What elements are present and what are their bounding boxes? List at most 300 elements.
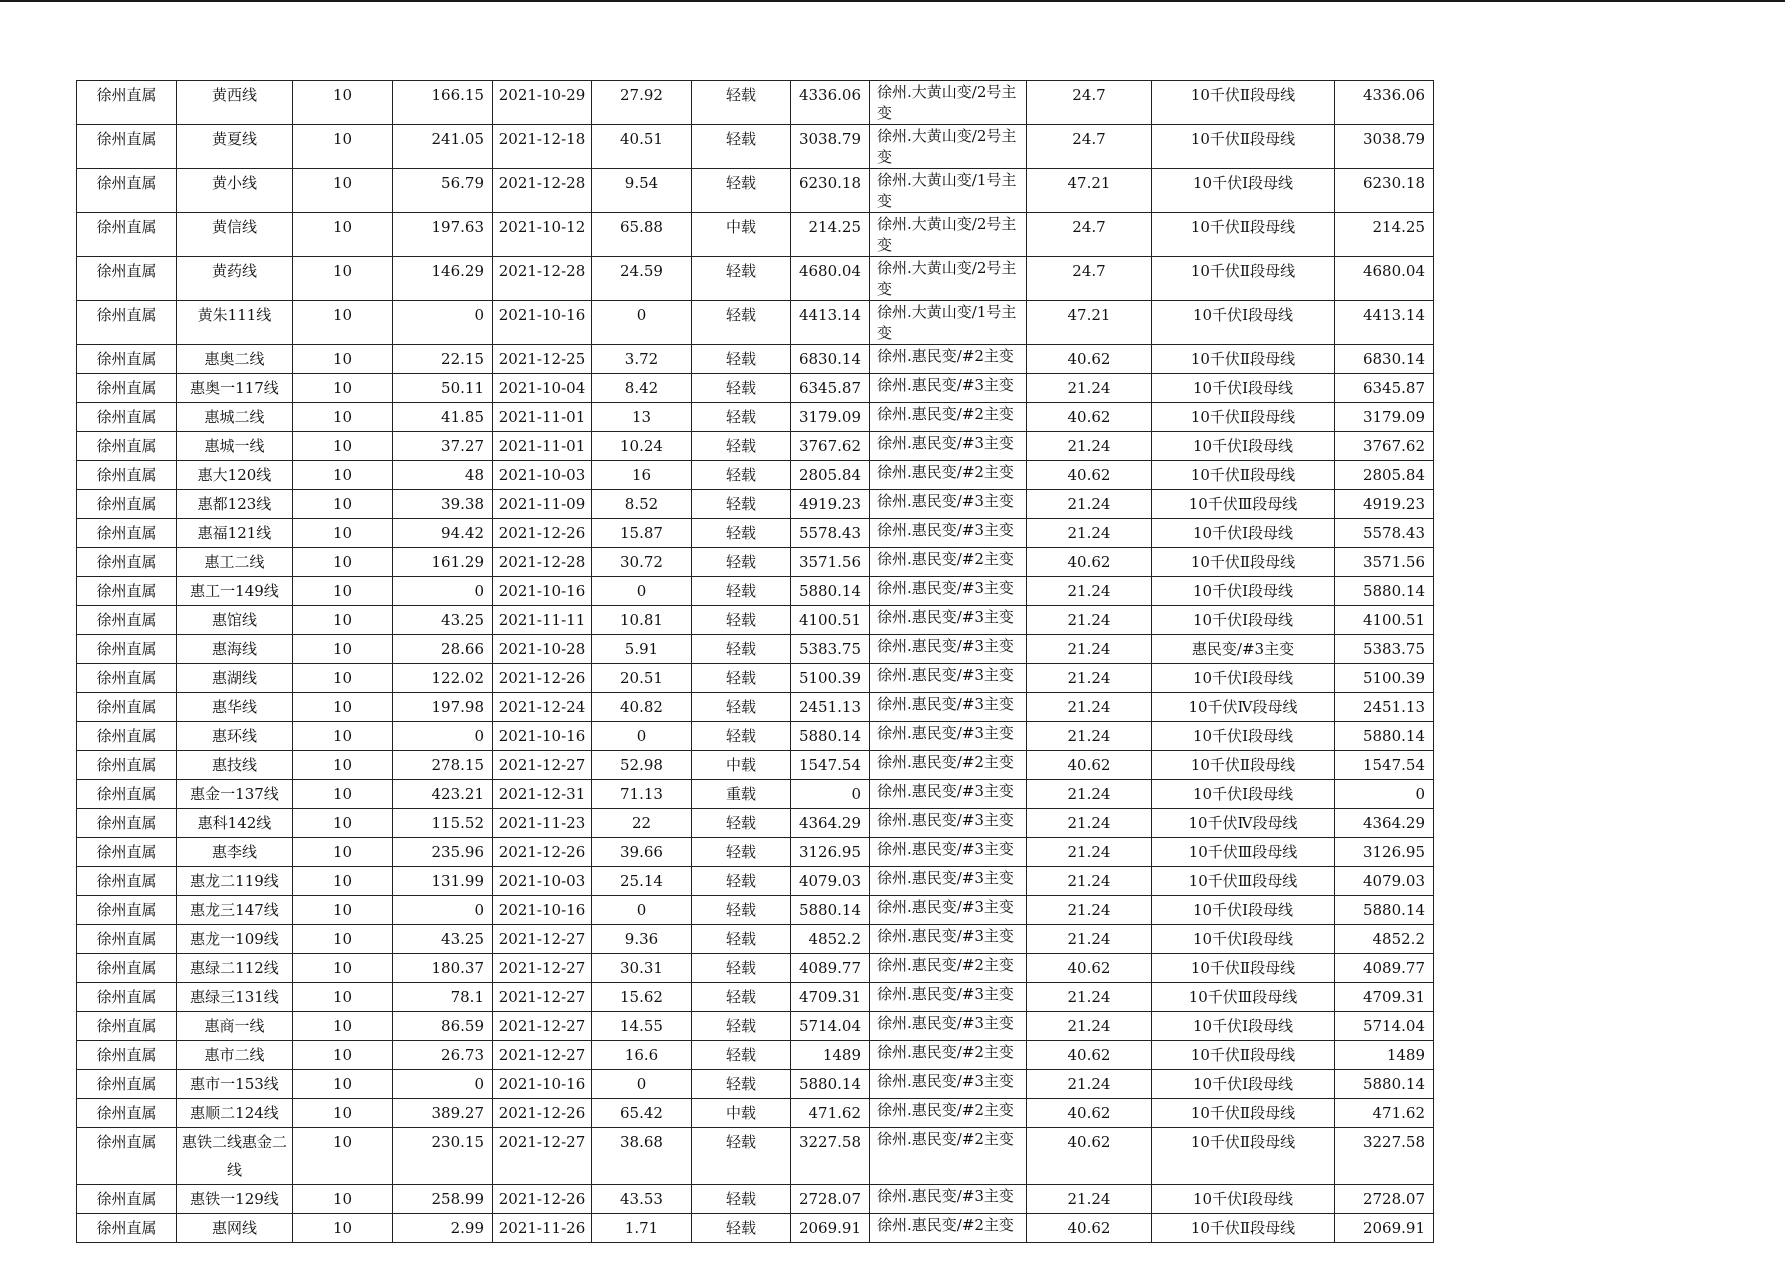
cell-transformer: 徐州.惠民变/#3主变: [870, 722, 1027, 751]
cell-status: 轻载: [692, 577, 791, 606]
table-row: [77, 1214, 1434, 1243]
cell-max_load: 43.25: [393, 606, 493, 635]
cell-tx_rate: 24.7: [1027, 213, 1152, 257]
cell-date: 2021-10-16: [493, 722, 592, 751]
cell-status: 轻载: [692, 461, 791, 490]
table-row: [77, 125, 1434, 169]
cell-tx_rate: 21.24: [1027, 809, 1152, 838]
cell-date: 2021-10-03: [493, 867, 592, 896]
cell-rate: 39.66: [592, 838, 692, 867]
cell-available: 5880.14: [791, 722, 870, 751]
cell-available: 5880.14: [791, 1070, 870, 1099]
cell-available2: 5714.04: [1335, 1012, 1434, 1041]
cell-available2: 3126.95: [1335, 838, 1434, 867]
cell-available2: 5383.75: [1335, 635, 1434, 664]
cell-transformer: 徐州.惠民变/#2主变: [870, 345, 1027, 374]
cell-company: 徐州直属: [77, 838, 177, 867]
cell-voltage: 10: [293, 490, 393, 519]
cell-transformer: 徐州.惠民变/#2主变: [870, 1099, 1027, 1128]
cell-line: 惠绿三131线: [177, 983, 293, 1012]
cell-status: 中载: [692, 213, 791, 257]
cell-bus: 10千伏Ⅱ段母线: [1152, 954, 1335, 983]
cell-max_load: 0: [393, 722, 493, 751]
cell-max_load: 78.1: [393, 983, 493, 1012]
cell-available2: 4100.51: [1335, 606, 1434, 635]
cell-available2: 4364.29: [1335, 809, 1434, 838]
cell-rate: 0: [592, 1070, 692, 1099]
cell-available: 3767.62: [791, 432, 870, 461]
table-row: [77, 780, 1434, 809]
cell-voltage: 10: [293, 461, 393, 490]
cell-tx_rate: 40.62: [1027, 548, 1152, 577]
cell-available2: 4919.23: [1335, 490, 1434, 519]
cell-line: 黄朱111线: [177, 301, 293, 345]
cell-max_load: 43.25: [393, 925, 493, 954]
cell-rate: 20.51: [592, 664, 692, 693]
cell-max_load: 86.59: [393, 1012, 493, 1041]
cell-tx_rate: 24.7: [1027, 125, 1152, 169]
cell-rate: 52.98: [592, 751, 692, 780]
cell-status: 轻载: [692, 664, 791, 693]
cell-tx_rate: 47.21: [1027, 169, 1152, 213]
cell-rate: 24.59: [592, 257, 692, 301]
cell-max_load: 423.21: [393, 780, 493, 809]
cell-max_load: 0: [393, 896, 493, 925]
cell-date: 2021-12-28: [493, 257, 592, 301]
cell-available2: 4079.03: [1335, 867, 1434, 896]
table-row: [77, 1128, 1434, 1185]
table-row: [77, 81, 1434, 125]
cell-line: 惠铁二线惠金二线: [177, 1128, 293, 1185]
cell-available: 1489: [791, 1041, 870, 1070]
cell-available: 4336.06: [791, 81, 870, 125]
cell-available: 5880.14: [791, 896, 870, 925]
cell-tx_rate: 47.21: [1027, 301, 1152, 345]
cell-max_load: 41.85: [393, 403, 493, 432]
cell-available: 2069.91: [791, 1214, 870, 1243]
cell-date: 2021-12-27: [493, 1012, 592, 1041]
cell-line: 惠龙三147线: [177, 896, 293, 925]
cell-tx_rate: 21.24: [1027, 1012, 1152, 1041]
cell-bus: 惠民变/#3主变: [1152, 635, 1335, 664]
cell-company: 徐州直属: [77, 983, 177, 1012]
cell-transformer: 徐州.大黄山变/1号主变: [870, 301, 1027, 345]
cell-bus: 10千伏Ⅱ段母线: [1152, 257, 1335, 301]
cell-date: 2021-12-26: [493, 519, 592, 548]
cell-company: 徐州直属: [77, 432, 177, 461]
cell-line: 惠城二线: [177, 403, 293, 432]
cell-status: 轻载: [692, 1070, 791, 1099]
cell-max_load: 0: [393, 301, 493, 345]
table-row: [77, 548, 1434, 577]
cell-status: 轻载: [692, 983, 791, 1012]
cell-company: 徐州直属: [77, 635, 177, 664]
cell-available2: 1489: [1335, 1041, 1434, 1070]
table-row: [77, 838, 1434, 867]
cell-company: 徐州直属: [77, 169, 177, 213]
table-row: [77, 169, 1434, 213]
table-row: [77, 1185, 1434, 1214]
cell-voltage: 10: [293, 257, 393, 301]
cell-line: 惠绿二112线: [177, 954, 293, 983]
cell-company: 徐州直属: [77, 1012, 177, 1041]
cell-date: 2021-12-25: [493, 345, 592, 374]
cell-company: 徐州直属: [77, 954, 177, 983]
cell-bus: 10千伏Ⅱ段母线: [1152, 403, 1335, 432]
cell-line: 惠商一线: [177, 1012, 293, 1041]
cell-available: 4089.77: [791, 954, 870, 983]
cell-voltage: 10: [293, 983, 393, 1012]
cell-voltage: 10: [293, 896, 393, 925]
cell-status: 轻载: [692, 432, 791, 461]
cell-transformer: 徐州.惠民变/#2主变: [870, 1128, 1027, 1185]
cell-tx_rate: 21.24: [1027, 983, 1152, 1012]
table-row: [77, 374, 1434, 403]
cell-max_load: 39.38: [393, 490, 493, 519]
cell-transformer: 徐州.惠民变/#3主变: [870, 635, 1027, 664]
cell-max_load: 235.96: [393, 838, 493, 867]
cell-bus: 10千伏Ⅱ段母线: [1152, 213, 1335, 257]
cell-tx_rate: 40.62: [1027, 345, 1152, 374]
cell-date: 2021-11-01: [493, 432, 592, 461]
cell-voltage: 10: [293, 301, 393, 345]
cell-available: 4364.29: [791, 809, 870, 838]
cell-available: 4413.14: [791, 301, 870, 345]
cell-max_load: 166.15: [393, 81, 493, 125]
cell-status: 重载: [692, 780, 791, 809]
cell-company: 徐州直属: [77, 925, 177, 954]
cell-transformer: 徐州.大黄山变/2号主变: [870, 257, 1027, 301]
cell-available: 5714.04: [791, 1012, 870, 1041]
cell-available: 3227.58: [791, 1128, 870, 1185]
cell-tx_rate: 21.24: [1027, 838, 1152, 867]
cell-status: 中载: [692, 751, 791, 780]
cell-tx_rate: 40.62: [1027, 1041, 1152, 1070]
cell-line: 惠城一线: [177, 432, 293, 461]
cell-transformer: 徐州.惠民变/#3主变: [870, 693, 1027, 722]
cell-transformer: 徐州.惠民变/#2主变: [870, 751, 1027, 780]
cell-available: 6345.87: [791, 374, 870, 403]
cell-max_load: 180.37: [393, 954, 493, 983]
cell-voltage: 10: [293, 213, 393, 257]
cell-rate: 9.54: [592, 169, 692, 213]
cell-rate: 8.52: [592, 490, 692, 519]
cell-transformer: 徐州.惠民变/#2主变: [870, 1214, 1027, 1243]
cell-voltage: 10: [293, 722, 393, 751]
cell-rate: 16: [592, 461, 692, 490]
cell-transformer: 徐州.惠民变/#3主变: [870, 983, 1027, 1012]
cell-bus: 10千伏Ⅰ段母线: [1152, 722, 1335, 751]
cell-status: 轻载: [692, 867, 791, 896]
cell-company: 徐州直属: [77, 490, 177, 519]
cell-tx_rate: 21.24: [1027, 519, 1152, 548]
cell-company: 徐州直属: [77, 780, 177, 809]
cell-line: 惠市一153线: [177, 1070, 293, 1099]
cell-transformer: 徐州.惠民变/#3主变: [870, 490, 1027, 519]
cell-tx_rate: 21.24: [1027, 374, 1152, 403]
cell-voltage: 10: [293, 548, 393, 577]
cell-available: 3571.56: [791, 548, 870, 577]
cell-date: 2021-10-16: [493, 301, 592, 345]
cell-status: 轻载: [692, 490, 791, 519]
cell-company: 徐州直属: [77, 1041, 177, 1070]
cell-status: 轻载: [692, 301, 791, 345]
cell-available: 214.25: [791, 213, 870, 257]
table-row: [77, 519, 1434, 548]
cell-voltage: 10: [293, 925, 393, 954]
cell-voltage: 10: [293, 780, 393, 809]
cell-max_load: 56.79: [393, 169, 493, 213]
cell-available2: 0: [1335, 780, 1434, 809]
table-row: [77, 213, 1434, 257]
cell-voltage: 10: [293, 1128, 393, 1185]
cell-available2: 6345.87: [1335, 374, 1434, 403]
cell-voltage: 10: [293, 1012, 393, 1041]
cell-date: 2021-10-16: [493, 1070, 592, 1099]
cell-company: 徐州直属: [77, 664, 177, 693]
cell-date: 2021-12-31: [493, 780, 592, 809]
cell-voltage: 10: [293, 867, 393, 896]
cell-available: 5383.75: [791, 635, 870, 664]
cell-rate: 10.81: [592, 606, 692, 635]
cell-date: 2021-10-12: [493, 213, 592, 257]
table-row: [77, 925, 1434, 954]
cell-status: 轻载: [692, 257, 791, 301]
cell-available: 5100.39: [791, 664, 870, 693]
cell-company: 徐州直属: [77, 461, 177, 490]
cell-available2: 2451.13: [1335, 693, 1434, 722]
cell-available: 4680.04: [791, 257, 870, 301]
cell-tx_rate: 21.24: [1027, 635, 1152, 664]
cell-voltage: 10: [293, 693, 393, 722]
cell-tx_rate: 24.7: [1027, 81, 1152, 125]
cell-transformer: 徐州.惠民变/#3主变: [870, 432, 1027, 461]
cell-status: 轻载: [692, 722, 791, 751]
cell-company: 徐州直属: [77, 809, 177, 838]
cell-tx_rate: 40.62: [1027, 1099, 1152, 1128]
cell-tx_rate: 21.24: [1027, 490, 1152, 519]
cell-line: 惠海线: [177, 635, 293, 664]
cell-available: 4852.2: [791, 925, 870, 954]
cell-available2: 5880.14: [1335, 1070, 1434, 1099]
cell-company: 徐州直属: [77, 722, 177, 751]
cell-line: 惠华线: [177, 693, 293, 722]
cell-voltage: 10: [293, 519, 393, 548]
cell-available2: 6230.18: [1335, 169, 1434, 213]
cell-tx_rate: 21.24: [1027, 1185, 1152, 1214]
cell-max_load: 389.27: [393, 1099, 493, 1128]
cell-date: 2021-11-23: [493, 809, 592, 838]
table-row: [77, 867, 1434, 896]
cell-available: 6230.18: [791, 169, 870, 213]
cell-max_load: 146.29: [393, 257, 493, 301]
cell-company: 徐州直属: [77, 125, 177, 169]
cell-transformer: 徐州.大黄山变/2号主变: [870, 81, 1027, 125]
cell-date: 2021-12-26: [493, 1185, 592, 1214]
cell-line: 惠都123线: [177, 490, 293, 519]
cell-tx_rate: 40.62: [1027, 751, 1152, 780]
cell-available2: 4680.04: [1335, 257, 1434, 301]
cell-max_load: 0: [393, 577, 493, 606]
cell-max_load: 197.63: [393, 213, 493, 257]
cell-max_load: 48: [393, 461, 493, 490]
cell-status: 轻载: [692, 925, 791, 954]
cell-transformer: 徐州.惠民变/#3主变: [870, 606, 1027, 635]
cell-max_load: 28.66: [393, 635, 493, 664]
cell-status: 轻载: [692, 345, 791, 374]
cell-max_load: 278.15: [393, 751, 493, 780]
cell-status: 轻载: [692, 548, 791, 577]
cell-available: 6830.14: [791, 345, 870, 374]
cell-date: 2021-10-16: [493, 577, 592, 606]
table-row: [77, 693, 1434, 722]
cell-rate: 22: [592, 809, 692, 838]
cell-tx_rate: 40.62: [1027, 403, 1152, 432]
cell-available2: 3179.09: [1335, 403, 1434, 432]
cell-line: 惠网线: [177, 1214, 293, 1243]
cell-max_load: 0: [393, 1070, 493, 1099]
cell-tx_rate: 40.62: [1027, 954, 1152, 983]
cell-company: 徐州直属: [77, 693, 177, 722]
cell-line: 惠工二线: [177, 548, 293, 577]
cell-line: 惠湖线: [177, 664, 293, 693]
cell-status: 轻载: [692, 606, 791, 635]
table-body: [77, 81, 1434, 1243]
cell-available2: 2069.91: [1335, 1214, 1434, 1243]
cell-bus: 10千伏Ⅰ段母线: [1152, 519, 1335, 548]
table-row: [77, 1012, 1434, 1041]
table-row: [77, 896, 1434, 925]
cell-transformer: 徐州.惠民变/#3主变: [870, 1070, 1027, 1099]
cell-company: 徐州直属: [77, 896, 177, 925]
cell-tx_rate: 21.24: [1027, 780, 1152, 809]
cell-voltage: 10: [293, 1041, 393, 1070]
cell-date: 2021-10-04: [493, 374, 592, 403]
cell-available2: 4089.77: [1335, 954, 1434, 983]
cell-voltage: 10: [293, 1070, 393, 1099]
cell-voltage: 10: [293, 751, 393, 780]
cell-available: 1547.54: [791, 751, 870, 780]
cell-available: 2728.07: [791, 1185, 870, 1214]
cell-rate: 25.14: [592, 867, 692, 896]
cell-date: 2021-11-11: [493, 606, 592, 635]
cell-available2: 471.62: [1335, 1099, 1434, 1128]
cell-company: 徐州直属: [77, 1070, 177, 1099]
cell-bus: 10千伏Ⅲ段母线: [1152, 867, 1335, 896]
table-row: [77, 257, 1434, 301]
cell-status: 轻载: [692, 809, 791, 838]
cell-company: 徐州直属: [77, 548, 177, 577]
cell-available2: 5880.14: [1335, 896, 1434, 925]
cell-status: 轻载: [692, 1012, 791, 1041]
cell-voltage: 10: [293, 1185, 393, 1214]
cell-status: 轻载: [692, 1128, 791, 1185]
cell-line: 惠工一149线: [177, 577, 293, 606]
cell-line: 黄西线: [177, 81, 293, 125]
cell-rate: 71.13: [592, 780, 692, 809]
cell-available: 4079.03: [791, 867, 870, 896]
cell-available: 2805.84: [791, 461, 870, 490]
cell-line: 惠奥二线: [177, 345, 293, 374]
cell-available2: 5578.43: [1335, 519, 1434, 548]
cell-bus: 10千伏Ⅳ段母线: [1152, 693, 1335, 722]
cell-voltage: 10: [293, 606, 393, 635]
cell-available2: 4852.2: [1335, 925, 1434, 954]
cell-voltage: 10: [293, 809, 393, 838]
cell-status: 轻载: [692, 954, 791, 983]
table-row: [77, 983, 1434, 1012]
cell-transformer: 徐州.大黄山变/2号主变: [870, 213, 1027, 257]
cell-line: 惠李线: [177, 838, 293, 867]
cell-tx_rate: 21.24: [1027, 1070, 1152, 1099]
cell-max_load: 26.73: [393, 1041, 493, 1070]
cell-voltage: 10: [293, 345, 393, 374]
cell-date: 2021-12-28: [493, 169, 592, 213]
cell-tx_rate: 21.24: [1027, 925, 1152, 954]
cell-bus: 10千伏Ⅱ段母线: [1152, 1128, 1335, 1185]
cell-date: 2021-12-27: [493, 925, 592, 954]
cell-max_load: 122.02: [393, 664, 493, 693]
table-row: [77, 301, 1434, 345]
cell-available2: 2805.84: [1335, 461, 1434, 490]
cell-bus: 10千伏Ⅱ段母线: [1152, 81, 1335, 125]
cell-tx_rate: 21.24: [1027, 432, 1152, 461]
cell-rate: 8.42: [592, 374, 692, 403]
cell-date: 2021-11-09: [493, 490, 592, 519]
cell-status: 轻载: [692, 838, 791, 867]
cell-company: 徐州直属: [77, 213, 177, 257]
cell-rate: 13: [592, 403, 692, 432]
cell-date: 2021-12-26: [493, 664, 592, 693]
cell-date: 2021-10-29: [493, 81, 592, 125]
cell-date: 2021-10-03: [493, 461, 592, 490]
table-row: [77, 809, 1434, 838]
cell-available: 3038.79: [791, 125, 870, 169]
cell-available2: 5880.14: [1335, 577, 1434, 606]
cell-bus: 10千伏Ⅳ段母线: [1152, 809, 1335, 838]
cell-company: 徐州直属: [77, 1128, 177, 1185]
cell-status: 轻载: [692, 374, 791, 403]
cell-bus: 10千伏Ⅱ段母线: [1152, 548, 1335, 577]
cell-available: 5880.14: [791, 577, 870, 606]
cell-bus: 10千伏Ⅰ段母线: [1152, 664, 1335, 693]
cell-line: 惠龙二119线: [177, 867, 293, 896]
cell-company: 徐州直属: [77, 1185, 177, 1214]
cell-bus: 10千伏Ⅰ段母线: [1152, 169, 1335, 213]
cell-rate: 15.62: [592, 983, 692, 1012]
cell-bus: 10千伏Ⅰ段母线: [1152, 374, 1335, 403]
cell-bus: 10千伏Ⅱ段母线: [1152, 125, 1335, 169]
cell-rate: 0: [592, 577, 692, 606]
cell-transformer: 徐州.惠民变/#3主变: [870, 1185, 1027, 1214]
cell-tx_rate: 21.24: [1027, 867, 1152, 896]
cell-date: 2021-10-28: [493, 635, 592, 664]
cell-status: 轻载: [692, 403, 791, 432]
cell-company: 徐州直属: [77, 867, 177, 896]
cell-bus: 10千伏Ⅰ段母线: [1152, 1012, 1335, 1041]
cell-line: 黄信线: [177, 213, 293, 257]
cell-transformer: 徐州.惠民变/#2主变: [870, 548, 1027, 577]
cell-transformer: 徐州.大黄山变/2号主变: [870, 125, 1027, 169]
table-row: [77, 432, 1434, 461]
cell-rate: 10.24: [592, 432, 692, 461]
cell-voltage: 10: [293, 577, 393, 606]
cell-rate: 30.72: [592, 548, 692, 577]
cell-rate: 3.72: [592, 345, 692, 374]
table-row: [77, 345, 1434, 374]
cell-date: 2021-12-28: [493, 548, 592, 577]
cell-status: 轻载: [692, 1214, 791, 1243]
